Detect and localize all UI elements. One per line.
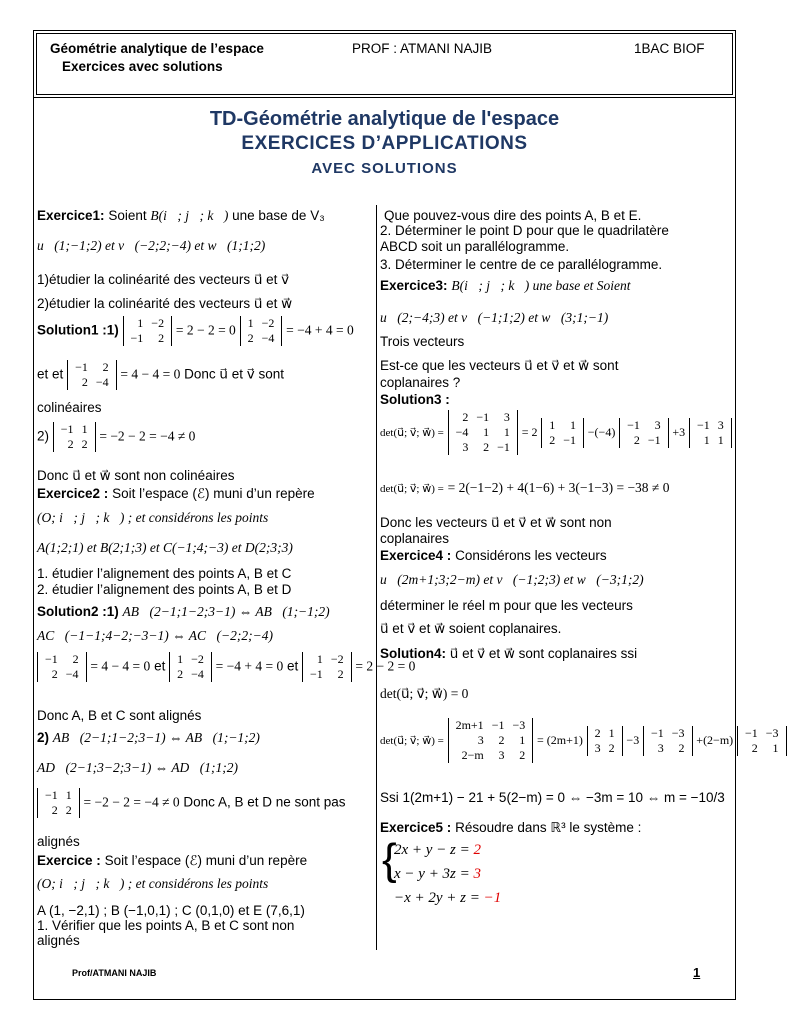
sol2-not-aligned: Donc A, B et D ne sont pas [183,794,346,810]
sol2-eq-2: = −4 + 4 = 0 [215,658,284,674]
ex3-statement [37,853,307,869]
sol1-2-label: 2) [37,428,50,444]
sol2-det-2: 1 −2 2 −4 [169,652,212,682]
ex1-text: Soient [108,208,147,223]
sol3-det-2: det(u⃗; v⃗; w⃗) = [380,483,444,495]
sol1-line-2 [37,360,284,390]
header-subtitle: Exercices avec solutions [62,59,223,74]
header-prof: PROF : ATMANI NAJIB [352,41,493,56]
ex4-text: Considérons les vecteurs [455,548,607,563]
sol1-det-2: 1 −2 2 −4 [240,316,283,346]
sol4-text: u⃗ et v⃗ et w⃗ sont coplanaires ssi [449,646,638,661]
ex5-eq-3 [394,890,501,907]
ex-points: A (1, −2,1) ; B (−1,0,1) ; C (0,1,0) et E (7,6,1) [37,903,305,918]
ex-question-1b: alignés [37,933,80,948]
sol2-aligned: Donc A, B et C sont alignés [37,708,202,723]
sol2-ab: AB⃗(2−1;1−2;3−1) ⇔ AB⃗(1;−1;2) [122,604,330,619]
sol1-eq-2: = −4 + 4 = 0 [286,322,354,338]
sol1-part2 [37,422,195,452]
ex5-eq-2 [394,866,481,883]
sol2-dets [37,652,415,682]
sol3-label-text: Solution3 : [380,392,450,407]
ex-points-question: Que pouvez-vous dire des points A, B et E. [384,208,642,223]
sol3-conclusion-2: coplanaires [380,531,450,546]
sol2-det-line [37,788,346,818]
sol2-ad: AD⃗(2−1;3−2;3−1) ⇔ AD⃗(1;1;2) [37,760,239,775]
sol4-label: Solution4: [380,646,446,661]
ex5-brace: { [382,835,397,884]
ex-repere: (O; i⃗; j⃗; k⃗) ; et considérons les points [37,876,269,891]
sol2-ac: AC⃗(−1−1;4−2;−3−1) ⇔ AC⃗(−2;2;−4) [37,628,273,643]
sol4-det-zero: det(u⃗; v⃗; w⃗) = 0 [380,686,469,701]
ex-question-1: 1. Vérifier que les points A, B et C sont non [37,918,295,933]
page-title: TD-Géométrie analytique de l'espace [209,108,560,130]
footer-author: Prof/ATMANI NAJIB [72,968,157,978]
ex5-eq3-lhs: −x + 2y + z = [394,890,480,906]
ex3-trois: Trois vecteurs [380,334,465,349]
ex2-statement [37,486,315,502]
ex2-question-1: 1. étudier l’alignement des points A, B et C [37,566,292,581]
sol4-det: det(u⃗; v⃗; w⃗) = [380,735,444,748]
sol1-eq-1: = 2 − 2 = 0 [175,322,236,338]
ex3-base: B(i⃗; j⃗; k⃗) une base et Soient [451,278,631,293]
sol3-det-expansion: det(u⃗; v⃗; w⃗) = 2 −1 3 −4 1 1 3 2 −1 = 2 1 1 2 −1 −(−4) −1 3 2 −1 +3 −1 3 1 1 [380,410,732,455]
sol1-det-4: −1 1 2 2 [53,422,96,452]
sol1-colineaires: colinéaires [37,400,102,415]
ex5-statement [380,820,641,836]
sol2-eq-3: = 2 − 2 = 0 [355,658,416,674]
ex3-vectors: u⃗(2;−4;3) et v⃗(−1;1;2) et w⃗(3;1;−1) [380,310,609,325]
ex4-label: Exercice4 : [380,548,452,563]
ex-question-2b: ABCD soit un parallélogramme. [380,239,570,254]
header-subject: Géométrie analytique de l’espace [50,41,264,56]
ex1-base: B(i⃗; j⃗; k⃗) [150,208,229,223]
ex1-question-1: 1)étudier la colinéarité des vecteurs u⃗ et v⃗ [37,272,290,287]
ex5-eq2-rhs: 3 [473,866,482,882]
sol3-minor-1: 1 1 2 −1 [541,418,584,448]
sol3-matrix: 2 −1 3 −4 1 1 3 2 −1 [448,410,518,455]
ex2-repere: (O; i⃗; j⃗; k⃗) ; et considérons les points [37,510,269,525]
sol2-ab-2: AB⃗(2−1;1−2;3−1) ⇔ AB⃗(1;−1;2) [52,730,260,745]
ex2-points: A(1;2;1) et B(2;1;3) et C(−1;4;−3) et D(2;3;3) [37,540,293,555]
sol1-noncolin: Donc u⃗ et w⃗ sont non colinéaires [37,468,235,483]
page-subtitle: EXERCICES D’APPLICATIONS [241,133,528,154]
ex4-question-2: u⃗ et v⃗ et w⃗ soient coplanaires. [380,621,562,636]
ex1-text2: une base de V₃ [232,208,325,223]
sol2-det-1: −1 2 2 −4 [37,652,87,682]
ex1-vectors: u⃗(1;−1;2) et v⃗(−2;2;−4) et w⃗(1;1;2) [37,238,266,253]
sol2-part2 [37,730,260,746]
ex5-text: Résoudre dans ℝ³ le système : [455,820,642,835]
sol3-label [380,392,450,408]
sol2-eq-1: = 4 − 4 = 0 [90,658,151,674]
sol4-solution: Ssi 1(2m+1) − 21 + 5(2−m) = 0 ⇔ −3m = 10 ⇔ m = −10/3 [380,790,725,805]
sol2-2-label: 2) [37,730,50,745]
sol1-label: Solution1 :1) [37,322,119,338]
sol3-minor-2: −1 3 2 −1 [619,418,669,448]
sol1-eq-4: = −2 − 2 = −4 ≠ 0 [99,428,196,444]
sol2-and-2: et [287,658,299,674]
ex5-eq1-rhs: 2 [473,842,482,858]
ex5-eq3-rhs: −1 [483,890,502,906]
ex5-eq1-lhs: 2x + y − z = [394,842,470,858]
ex2-label: Exercice2 : [37,486,109,501]
ex3-question-2: coplanaires ? [380,375,461,390]
ex5-eq-1 [394,842,481,859]
sol1-conclusion: Donc u⃗ et v⃗ sont [184,366,284,382]
ex-question-3: 3. Déterminer le centre de ce parallélogramme. [380,257,663,272]
page-number: 1 [693,965,701,980]
sol4-matrix: 2m+1 −1 −3 3 2 1 2−m 3 2 [448,718,534,763]
ex4-statement [380,548,607,564]
ex4-question: déterminer le réel m pour que les vecteurs [380,598,633,613]
ex-text: Soit l’espace (ℰ) muni d’un repère [104,853,308,868]
sol1-det-3: −1 2 2 −4 [67,360,117,390]
sol1-det-1: 1 −2 −1 2 [123,316,173,346]
sol3-det: det(u⃗; v⃗; w⃗) = [380,427,444,440]
ex4-vectors: u⃗(2m+1;3;2−m) et v⃗(−1;2;3) et w⃗(−3;1;2) [380,572,644,587]
sol2-and-1: et [154,658,166,674]
ex2-text: Soit l’espace (ℰ) muni d’un repère [112,486,315,501]
header-level: 1BAC BIOF [634,41,705,56]
ex1-label: Exercice1: [37,208,105,223]
sol1-eq-3: = 4 − 4 = 0 [120,366,181,382]
sol4-expansion: det(u⃗; v⃗; w⃗) = 2m+1 −1 −3 3 2 1 2−m 3 2 = (2m+1) 2 1 3 2 −3 −1 −3 3 2 +(2−m) −1 −3 2 1 [380,718,787,763]
sol4-minor-3: −1 −3 2 1 [737,726,787,756]
sol4-minor-2: −1 −3 3 2 [643,726,693,756]
sol4-line [380,646,637,662]
column-divider [376,205,377,950]
ex-label: Exercice : [37,853,101,868]
sol2-det-3: 1 −2 −1 2 [302,652,352,682]
sol1-line [37,316,354,346]
ex5-eq2-lhs: x − y + 3z = [394,866,470,882]
sol2-eq-4: = −2 − 2 = −4 ≠ 0 [83,794,180,810]
sol3-conclusion: Donc les vecteurs u⃗ et v⃗ et w⃗ sont non [380,515,612,530]
ex2-question-2: 2. étudier l’alignement des points A, B et D [37,582,292,597]
sol3-calc: = 2(−1−2) + 4(1−6) + 3(−1−3) = −38 ≠ 0 [447,480,670,495]
ex-question-2: 2. Déterminer le point D pour que le quadrilatère [380,223,669,238]
sol2-det-4: −1 1 2 2 [37,788,80,818]
ex3-question: Est-ce que les vecteurs u⃗ et v⃗ et w⃗ sont [380,358,619,373]
sol1-and-2: et [52,366,64,382]
sol3-calc-line [380,480,669,496]
sol2-line [37,604,330,620]
header-box [33,30,736,98]
sol2-alignes: alignés [37,834,80,849]
ex3-statement-right [380,278,631,294]
sol2-label: Solution2 :1) [37,604,119,619]
sol4-minor-1: 2 1 3 2 [587,726,623,756]
ex1-question-2: 2)étudier la colinéarité des vecteurs u⃗ et w⃗ [37,296,293,311]
sol3-minor-3: −1 3 1 1 [689,418,732,448]
ex3-label: Exercice3: [380,278,448,293]
page-subtitle-2: AVEC SOLUTIONS [311,160,458,177]
sol1-and: et [37,366,49,382]
ex5-label: Exercice5 : [380,820,452,835]
ex1-statement [37,208,325,224]
